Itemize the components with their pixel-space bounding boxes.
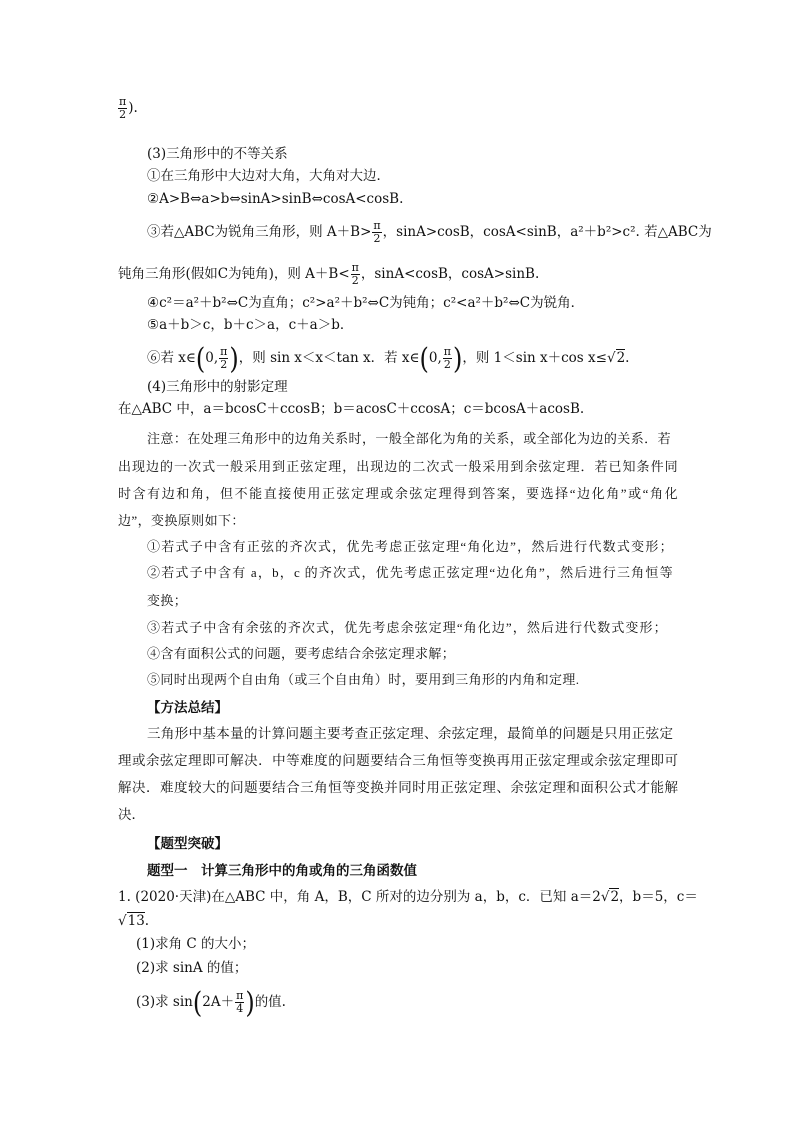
breakthrough-title: 【题型突破】 [147,836,228,852]
note-line-2: 出现边的一次式一般采用到正弦定理，出现边的二次式一般采用到余弦定理．若已知条件同 [118,459,678,474]
fraction: $\frac{\pi}{2}$ [220,345,228,371]
method-summary-title: 【方法总结】 [147,700,228,716]
fraction: $\frac{\pi}{4}$ [236,989,244,1015]
note-line-4: 边”，变换原则如下： [118,513,245,528]
section-4-title: (4)三角形中的射影定理 [147,379,288,395]
s3-line-7: ⑥若 x∈(0, $\frac{\pi}{2}$ )，则 sin x＜x＜tan x．若 x∈(0, $\frac{\pi}{2}$ )，则 1＜sin x＋cos x≤√2. [147,341,630,376]
note-item-4: ④含有面积公式的问题，要考虑结合余弦定理求解； [147,646,456,661]
section-3-title: (3)三角形中的不等关系 [147,146,288,162]
note-item-2: ②若式子中含有 a，b，c 的齐次式，优先考虑正弦定理“边化角”，然后进行三角恒等 [147,565,673,580]
s4-line: 在△ABC 中，a＝bcosC＋ccosB；b＝acosC＋ccosA；c＝bcosA＋acosB. [118,401,585,417]
note-item-3: ③若式子中含有余弦的齐次式，优先考虑余弦定理“角化边”，然后进行代数式变形； [147,620,667,635]
method-line-2: 理或余弦定理即可解决．中等难度的问题要结合三角恒等变换再用正弦定理或余弦定理即可 [118,753,678,769]
s3-line-4: 钝角三角形(假如C为钝角)，则 A＋B< $\frac{\pi}{2}$ ，sinA<cosB，cosA>sinB. [118,261,540,287]
s3-line-3: ③若△ABC为锐角三角形，则 A＋B> $\frac{\pi}{2}$ ，sinA>cosB，cosA<sinB，a²＋b²>c². 若△ABC为 [147,219,712,245]
fraction-pi-over-2-tail: $\frac{\pi}{2}$ ). [119,95,138,121]
s3-line-1: ①在三角形中大边对大角，大角对大边． [147,168,390,184]
problem-1-line-2: √13. [118,913,150,929]
note-item-2-cont: 变换； [147,593,188,608]
fraction: $\frac{\pi}{2}$ [373,219,381,245]
note-line-3: 时含有边和角，但不能直接使用正弦定理或余弦定理得到答案，要选择“边化角”或“角化 [118,486,678,501]
fraction: $\frac{\pi}{2}$ [351,261,359,287]
method-line-1: 三角形中基本量的计算问题主要考查正弦定理、余弦定理，最简单的问题是只用正弦定 [147,726,673,742]
type-1-title: 题型一 计算三角形中的角或角的三角函数值 [147,863,417,879]
note-item-5: ⑤同时出现两个自由角（或三个自由角）时，要用到三角形的内角和定理. [147,672,580,687]
s3-line-6: ⑤a＋b＞c，b＋c＞a，c＋a＞b． [147,317,354,333]
question-1: (1)求角 C 的大小； [136,936,256,952]
s3-line-2: ②A>B⇔a>b⇔sinA>sinB⇔cosA<cosB. [147,191,404,207]
fraction: $\frac{\pi}{2}$ [443,345,452,371]
s3-line-5: ④c²＝a²＋b²⇔C为直角；c²>a²＋b²⇔C为钝角；c²<a²＋b²⇔C为锐角． [147,295,585,311]
note-item-1: ①若式子中含有正弦的齐次式，优先考虑正弦定理“角化边”，然后进行代数式变形； [147,539,673,554]
problem-1-line-1: 1. (2020·天津)在△ABC 中，角 A，B，C 所对的边分别为 a，b，c．已知 a＝2√2，b＝5，c＝ [118,889,698,905]
note-line-1: 注意：在处理三角形中的边角关系时，一般全部化为角的关系，或全部化为边的关系．若 [147,431,671,446]
question-3: (3)求 sin(2A＋ $\frac{\pi}{4}$ )的值. [136,985,286,1020]
fraction: $\frac{\pi}{2}$ [119,95,127,121]
question-2: (2)求 sinA 的值； [136,960,248,976]
method-line-3: 解决．难度较大的问题要结合三角恒等变换并同时用正弦定理、余弦定理和面积公式才能解 [118,780,678,796]
method-line-4: 决． [118,807,145,823]
